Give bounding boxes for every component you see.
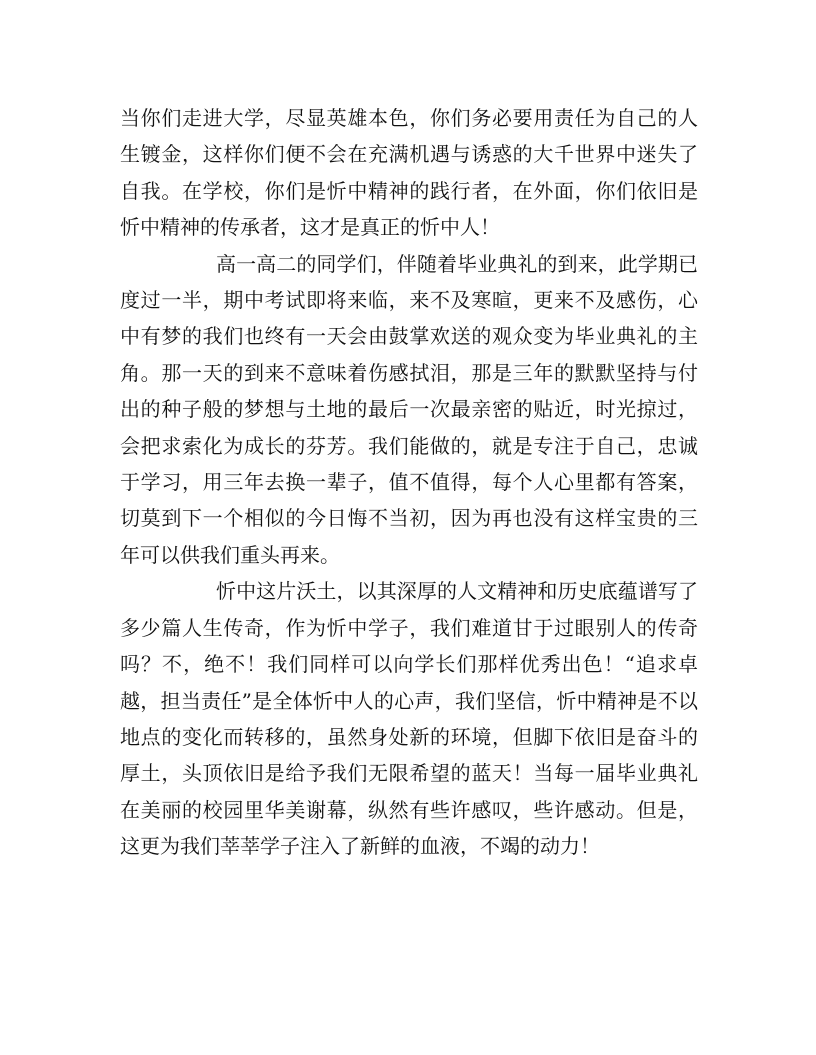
paragraph-2: 高一高二的同学们，伴随着毕业典礼的到来，此学期已度过一半，期中考试即将来临，来不及寒暄，更来不及感伤，心中有梦的我们也终有一天会由鼓掌欢送的观众变为毕业典礼的主角。那一天的到来不意味着伤感拭泪，那是三年的默默坚持与付出的种子般的梦想与土地的最后一次最亲密的贴近，时光掠过，会把求索化为成长的芬芳。我们能做的，就是专注于自己，忠诚于学习，用三年去换一辈子，值不值得，每个人心里都有答案，切莫到下一个相似的今日悔不当初，因为再也没有这样宝贵的三年可以供我们重头再来。 — [120, 251, 698, 567]
paragraph-1: 当你们走进大学，尽显英雄本色，你们务必要用责任为自己的人生镀金，这样你们便不会在充满机遇与诱惑的大千世界中迷失了自我。在学校，你们是忻中精神的践行者，在外面，你们依旧是忻中精神的传承者，这才是真正的忻中人！ — [120, 106, 698, 240]
body-text — [120, 100, 698, 865]
paragraph-3: 忻中这片沃土，以其深厚的人文精神和历史底蕴谱写了多少篇人生传奇，作为忻中学子，我们难道甘于过眼别人的传奇吗？不，绝不！我们同样可以向学长们那样优秀出色！“追求卓越，担当责任”是全体忻中人的心声，我们坚信，忻中精神是不以地点的变化而转移的，虽然身处新的环境，但脚下依旧是奋斗的厚土，头顶依旧是给予我们无限希望的蓝天！当每一届毕业典礼在美丽的校园里华美谢幕，纵然有些许感叹，些许感动。但是，这更为我们莘莘学子注入了新鲜的血液，不竭的动力！ — [120, 579, 698, 859]
